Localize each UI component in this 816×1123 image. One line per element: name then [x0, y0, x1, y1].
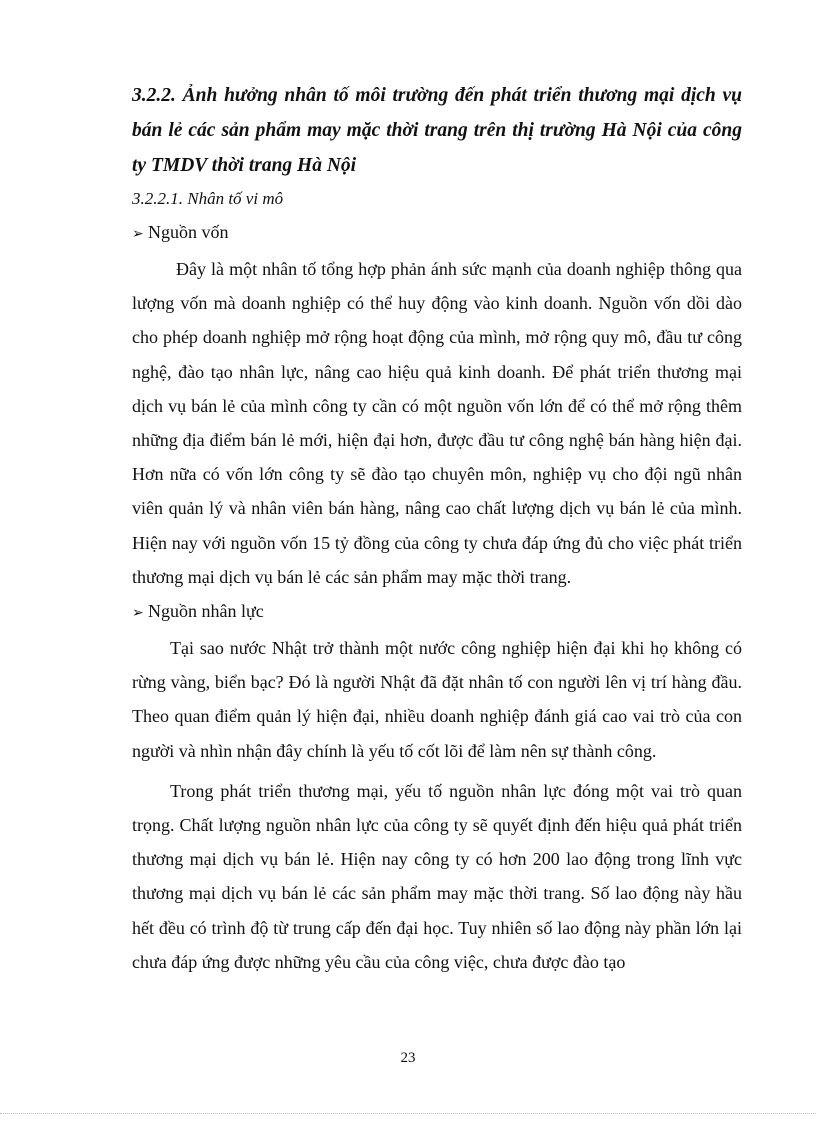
arrow-bullet-icon: ➢: [132, 606, 144, 622]
bullet-label-human-resources: Nguồn nhân lực: [148, 601, 264, 622]
bullet-heading-capital: [132, 215, 742, 252]
arrow-bullet-icon: ➢: [132, 227, 144, 242]
page-content: [132, 78, 742, 979]
page-number: 23: [400, 1050, 416, 1066]
bullet-heading-human-resources: [132, 594, 742, 631]
section-heading: 3.2.2. Ảnh hưởng nhân tố môi trường đến phát triển thương mại dịch vụ bán lẻ các sản phẩm may mặc thời trang trên thị trường Hà Nội của công ty TMDV thời trang Hà Nội: [132, 85, 742, 176]
subsection-heading: 3.2.2.1. Nhân tố vi mô: [132, 189, 284, 208]
page-bottom-divider: [0, 1113, 816, 1114]
paragraph-human-resources-1: Tại sao nước Nhật trở thành một nước công nghiệp hiện đại khi họ không có rừng vàng, biển bạc? Đó là người Nhật đã đặt nhân tố con người lên vị trí hàng đầu. Theo quan điểm quản lý hiện đại, nhiều doanh nghiệp đánh giá cao vai trò của con người và nhìn nhận đây chính là yếu tố cốt lõi để làm nên sự thành công.: [132, 638, 742, 761]
paragraph-capital: Đây là một nhân tố tổng hợp phản ánh sức mạnh của doanh nghiệp thông qua lượng vốn mà doanh nghiệp có thể huy động vào kinh doanh. Nguồn vốn dồi dào cho phép doanh nghiệp mở rộng hoạt động của mình, mở rộng quy mô, đầu tư công nghệ, đào tạo nhân lực, nâng cao hiệu quả kinh doanh. Để phát triển thương mại dịch vụ bán lẻ của mình công ty cần có một nguồn vốn lớn để có thể mở rộng thêm những địa điểm bán lẻ mới, hiện đại hơn, được đầu tư công nghệ bán hàng hiện đại. Hơn nữa có vốn lớn công ty sẽ đào tạo chuyên môn, nghiệp vụ cho đội ngũ nhân viên quản lý và nhân viên bán hàng, nâng cao chất lượng dịch vụ bán lẻ của mình. Hiện nay với nguồn vốn 15 tỷ đồng của công ty chưa đáp ứng đủ cho việc phát triển thương mại dịch vụ bán lẻ các sản phẩm may mặc thời trang.: [132, 259, 742, 587]
bullet-label-capital: Nguồn vốn: [148, 222, 229, 242]
paragraph-human-resources-2: Trong phát triển thương mại, yếu tố nguồn nhân lực đóng một vai trò quan trọng. Chất lượng nguồn nhân lực của công ty sẽ quyết định đến hiệu quả phát triển thương mại dịch vụ bán lẻ. Hiện nay công ty có hơn 200 lao động trong lĩnh vực thương mại dịch vụ bán lẻ các sản phẩm may mặc thời trang. Số lao động này hầu hết đều có trình độ từ trung cấp đến đại học. Tuy nhiên số lao động này phần lớn lại chưa đáp ứng được những yêu cầu của công việc, chưa được đào tạo: [132, 780, 742, 972]
